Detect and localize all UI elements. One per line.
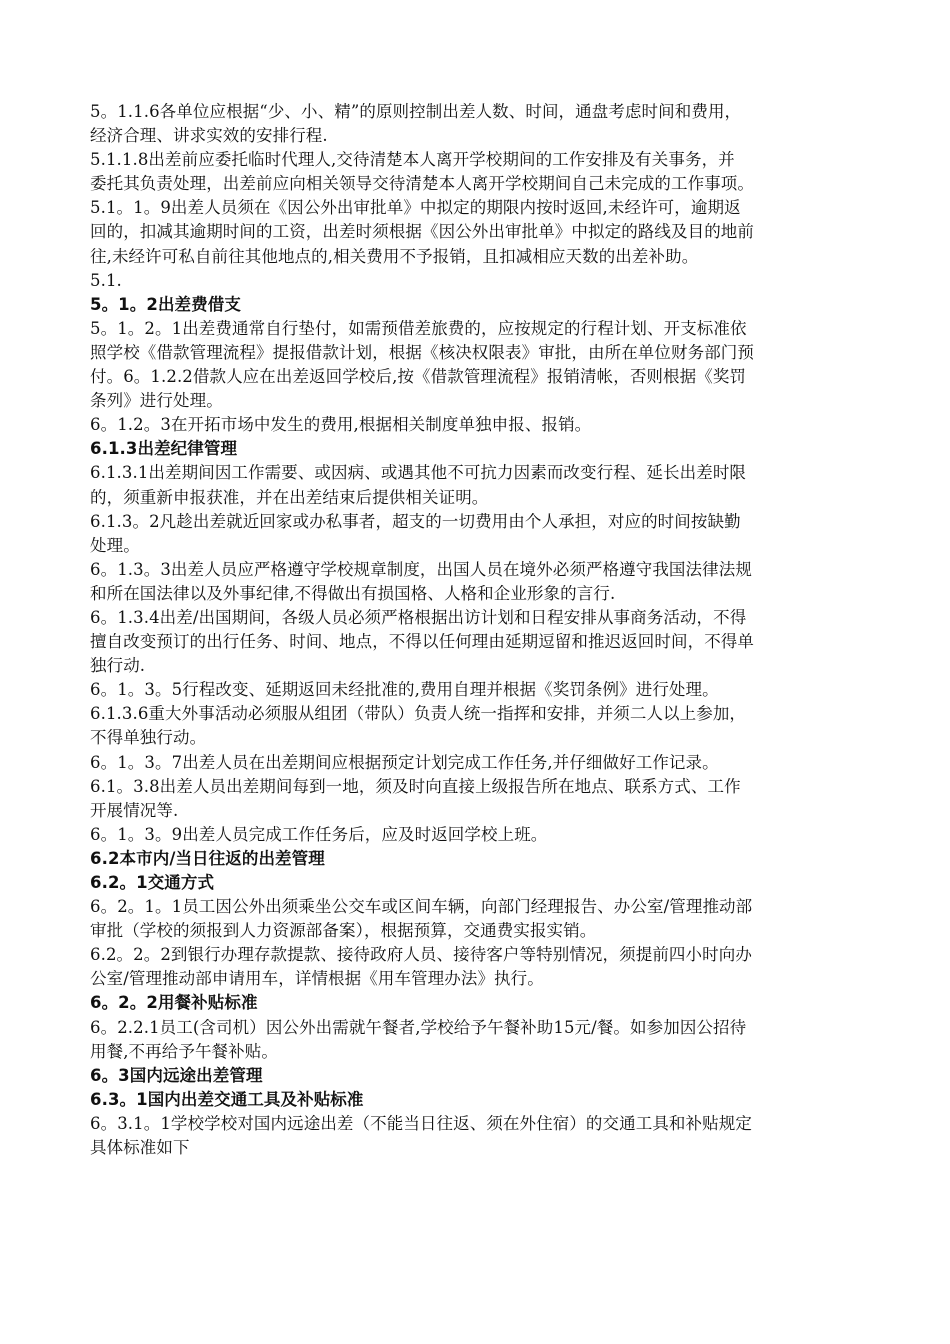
section-heading: 6.2本市内/当日往返的出差管理 [90, 848, 325, 868]
text-line: 5。1。2。1出差费通常自行垫付，如需预借差旅费的，应按规定的行程计划、开支标准依 [90, 318, 747, 338]
text-line: 具体标准如下 [90, 1138, 190, 1158]
text-line: 开展情况等. [90, 800, 179, 820]
text-line: 擅自改变预订的出行任务、时间、地点，不得以任何理由延期逗留和推迟返回时间，不得单 [90, 632, 754, 652]
section-heading: 6.1.3出差纪律管理 [90, 439, 238, 459]
text-line: 6。2.2.1员工(含司机）因公外出需就午餐者,学校给予午餐补助15元/餐。如参加因公招待 [90, 1017, 747, 1037]
text-line: 用餐,不再给予午餐补贴。 [90, 1041, 278, 1061]
text-line: 公室/管理推动部申请用车，详情根据《用车管理办法》执行。 [90, 969, 544, 989]
text-line: 6。1。3。9出差人员完成工作任务后，应及时返回学校上班。 [90, 824, 548, 844]
text-line: 经济合理、讲求实效的安排行程. [90, 126, 328, 146]
text-line: 不得单独行动。 [90, 728, 207, 748]
text-line: 6。3.1。1学校学校对国内远途出差（不能当日往返、须在外住宿）的交通工具和补贴规定 [90, 1113, 752, 1133]
text-line: 付。6。1.2.2借款人应在出差返回学校后,按《借款管理流程》报销清帐，否则根据《奖罚 [90, 367, 747, 387]
text-line: 5。1.1.6各单位应根据“少、小、精”的原则控制出差人数、时间，通盘考虑时间和费用， [90, 102, 742, 121]
text-line: 和所在国法律以及外事纪律,不得做出有损国格、人格和企业形象的言行. [90, 583, 616, 603]
text-line: 6.1。3.8出差人员出差期间每到一地，须及时向直接上级报告所在地点、联系方式、工作 [90, 776, 741, 796]
text-line: 委托其负责处理，出差前应向相关领导交待清楚本人离开学校期间自己未完成的工作事项。 [90, 174, 754, 194]
text-line: 审批（学校的须报到人力资源部备案），根据预算，交通费实报实销。 [90, 921, 597, 941]
section-heading: 6.3。1国内出差交通工具及补贴标准 [90, 1089, 364, 1109]
text-line: 6.1.3.1出差期间因工作需要、或因病、或遇其他不可抗力因素而改变行程、延长出差时限 [90, 463, 747, 483]
text-line: 条列》进行处理。 [90, 391, 223, 411]
text-line: 处理。 [90, 535, 140, 555]
text-line: 6.1.3.6重大外事活动必须服从组团（带队）负责人统一指挥和安排，并须二人以上参加， [90, 704, 747, 724]
text-line: 独行动. [90, 656, 146, 676]
text-line: 的，须重新申报获准，并在出差结束后提供相关证明。 [90, 487, 489, 507]
text-line: 5.1.1.8出差前应委托临时代理人,交待清楚本人离开学校期间的工作安排及有关事务，并 [90, 150, 735, 170]
text-line: 6。1。3。7出差人员在出差期间应根据预定计划完成工作任务,并仔细做好工作记录。 [90, 752, 719, 772]
text-line: 6。1。3。5行程改变、延期返回未经批准的,费用自理并根据《奖罚条例》进行处理。 [90, 680, 719, 700]
text-line: 6。1.3.4出差/出国期间，各级人员必须严格根据出访计划和日程安排从事商务活动，不得 [90, 607, 747, 627]
text-line: 6.2。2。2到银行办理存款提款、接待政府人员、接待客户等特别情况，须提前四小时向办 [90, 945, 752, 965]
text-line: 照学校《借款管理流程》提报借款计划，根据《核决权限表》审批，由所在单位财务部门预 [90, 342, 754, 362]
text-line: 回的，扣减其逾期时间的工资，出差时须根据《因公外出审批单》中拟定的路线及目的地前 [90, 222, 754, 242]
text-line: 往,未经许可私自前往其他地点的,相关费用不予报销，且扣减相应天数的出差补助。 [90, 246, 699, 266]
section-heading: 5。1。2出差费借支 [90, 294, 241, 314]
text-line: 6。1.2。3在开拓市场中发生的费用,根据相关制度单独申报、报销。 [90, 415, 592, 435]
section-heading: 6。2。2用餐补贴标准 [90, 993, 258, 1013]
section-heading: 6。3国内远途出差管理 [90, 1065, 263, 1085]
text-line: 5.1. [90, 270, 122, 290]
text-line: 6。1.3。3出差人员应严格遵守学校规章制度，出国人员在境外必须严格遵守我国法律法规 [90, 559, 752, 579]
text-line: 5.1。1。9出差人员须在《因公外出审批单》中拟定的期限内按时返回,未经许可，逾期返 [90, 198, 741, 218]
document-body [90, 100, 862, 1160]
text-line: 6.1.3。2凡趁出差就近回家或办私事者，超支的一切费用由个人承担，对应的时间按缺勤 [90, 511, 741, 531]
section-heading: 6.2。1交通方式 [90, 873, 215, 892]
text-line: 6。2。1。1员工因公外出须乘坐公交车或区间车辆，向部门经理报告、办公室/管理推动部 [90, 897, 753, 917]
